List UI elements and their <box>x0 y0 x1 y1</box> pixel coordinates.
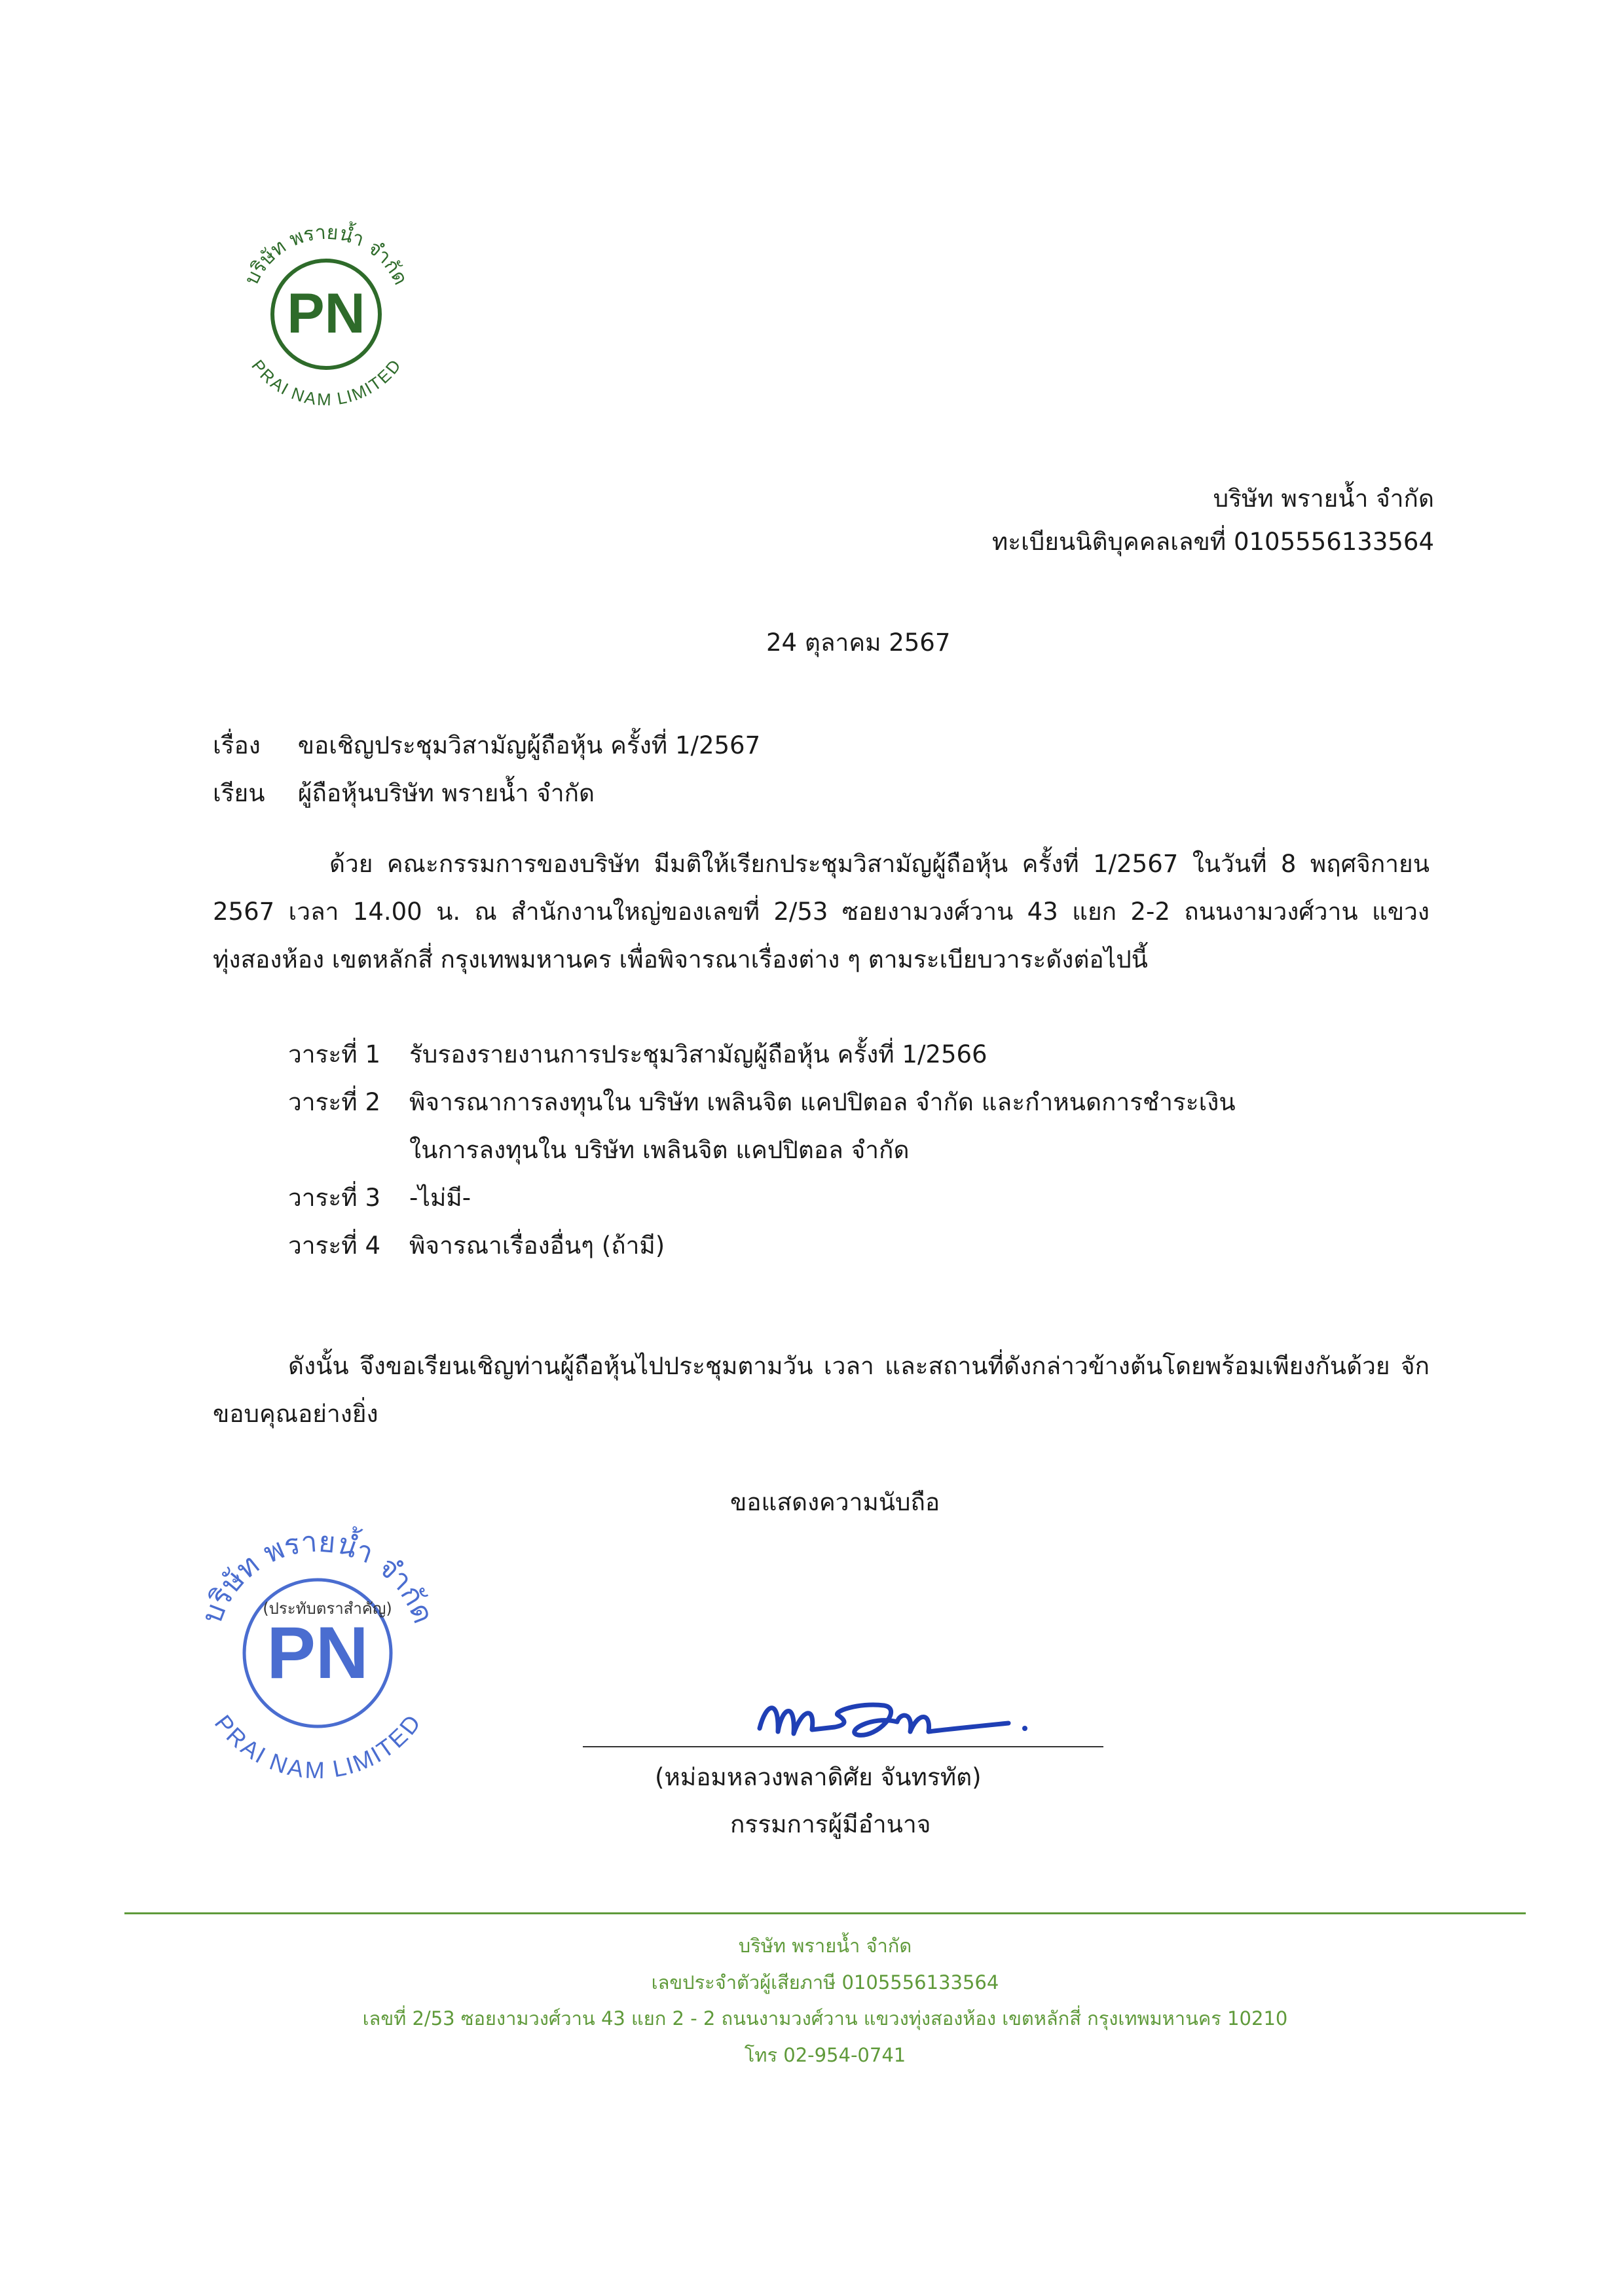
registration-number: ทะเบียนนิติบุคคลเลขที่ 0105556133564 <box>991 528 1434 556</box>
signature-line <box>583 1746 1103 1747</box>
agenda-number: วาระที่ 2 <box>288 1088 380 1117</box>
logo-ring-text-en: PRAI NAM LIMITED <box>248 355 405 410</box>
stamp-note: (ประทับตราสำคัญ) <box>263 1599 392 1618</box>
footer-phone: โทร 02-954-0741 <box>744 2044 906 2066</box>
signer-name: (หม่อมหลวงพลาดิศัย จันทรทัต) <box>655 1763 982 1791</box>
paragraph-1-text: ด้วย คณะกรรมการของบริษัท มีมติให้เรียกประชุมวิสามัญผู้ถือหุ้น ครั้งที่ 1/2567 ในวันที่ 8 พฤศจิกายน 2567 เวลา 14.00 น. ณ สำนักงานใหญ่ของเลขที่ 2/53 ซอยงามวงศ์วาน 43 แยก 2-2 ถนนงามวงศ์วาน แขวงทุ่งสองห้อง เขตหลักสี่ กรุงเทพมหานคร เพื่อพิจารณาเรื่องต่าง ๆ ตามระเบียบวาระดังต่อไปนี้ <box>213 850 1430 974</box>
signature <box>747 1676 1035 1748</box>
svg-text:PRAI NAM LIMITED <box>248 356 405 410</box>
closing-salutation: ขอแสดงความนับถือ <box>730 1488 940 1516</box>
footer-divider <box>124 1912 1526 1914</box>
logo-ring-text-th: บริษัท พรายน้ำ จำกัด <box>240 221 413 289</box>
company-logo <box>228 216 424 412</box>
letterhead <box>992 484 1434 572</box>
stamp-ring-text-en: PRAI NAM LIMITED <box>209 1709 426 1784</box>
svg-text:บริษัท พรายน้ำ จำกัด <box>240 219 413 289</box>
footer-company: บริษัท พรายน้ำ จำกัด <box>738 1935 912 1957</box>
addressee-line <box>213 779 595 808</box>
company-stamp <box>187 1522 449 1784</box>
svg-text:PRAI NAM LIMITED <box>210 1710 426 1784</box>
logo-initials: PN <box>287 282 365 345</box>
company-name: บริษัท พรายน้ำ จำกัด <box>1213 484 1434 513</box>
letter-date: 24 ตุลาคม 2567 <box>766 629 951 657</box>
footer-tax-id: เลขประจำตัวผู้เสียภาษี 0105556133564 <box>651 1971 999 1994</box>
paragraph-2-text: ดังนั้น จึงขอเรียนเชิญท่านผู้ถือหุ้นไปประชุมตามวัน เวลา และสถานที่ดังกล่าวข้างต้นโดยพร้อมเพียงกันด้วย จักขอบคุณอย่างยิ่ง <box>213 1352 1430 1428</box>
agenda-item <box>288 1222 1236 1270</box>
agenda-number: วาระที่ 3 <box>288 1184 380 1212</box>
agenda-text: รับรองรายงานการประชุมวิสามัญผู้ถือหุ้น ครั้งที่ 1/2566 <box>409 1040 987 1069</box>
agenda-item <box>288 1079 1236 1127</box>
agenda-text: -ไม่มี- <box>409 1184 471 1212</box>
agenda-item-continuation <box>288 1127 1236 1175</box>
agenda-item <box>288 1031 1236 1079</box>
addressee-text: ผู้ถือหุ้นบริษัท พรายน้ำ จำกัด <box>297 779 595 807</box>
subject-text: ขอเชิญประชุมวิสามัญผู้ถือหุ้น ครั้งที่ 1/2567 <box>297 731 761 759</box>
subject-line <box>213 731 760 760</box>
agenda-number: วาระที่ 4 <box>288 1231 380 1260</box>
addressee-label: เรียน <box>213 779 265 807</box>
body-paragraph-2 <box>213 1342 1430 1438</box>
agenda-text: พิจารณาเรื่องอื่นๆ (ถ้ามี) <box>409 1231 665 1260</box>
agenda-item <box>288 1175 1236 1222</box>
agenda-number: วาระที่ 1 <box>288 1040 380 1069</box>
subject-label: เรื่อง <box>213 731 261 759</box>
body-paragraph-1 <box>213 840 1430 983</box>
agenda-text: พิจารณาการลงทุนใน บริษัท เพลินจิต แคปปิตอล จำกัด และกำหนดการชำระเงิน <box>409 1088 1236 1117</box>
stamp-ring-text-th: บริษัท พรายน้ำ จำกัด <box>194 1525 441 1628</box>
signer-title: กรรมการผู้มีอำนาจ <box>730 1810 931 1838</box>
footer-address: เลขที่ 2/53 ซอยงามวงศ์วาน 43 แยก 2 - 2 ถนนงามวงศ์วาน แขวงทุ่งสองห้อง เขตหลักสี่ กรุงเทพมหานคร 10210 <box>362 2007 1288 2030</box>
stamp-initials: PN <box>267 1612 369 1694</box>
agenda-list <box>288 1031 1236 1270</box>
agenda-text: ในการลงทุนใน บริษัท เพลินจิต แคปปิตอล จำกัด <box>409 1136 910 1165</box>
